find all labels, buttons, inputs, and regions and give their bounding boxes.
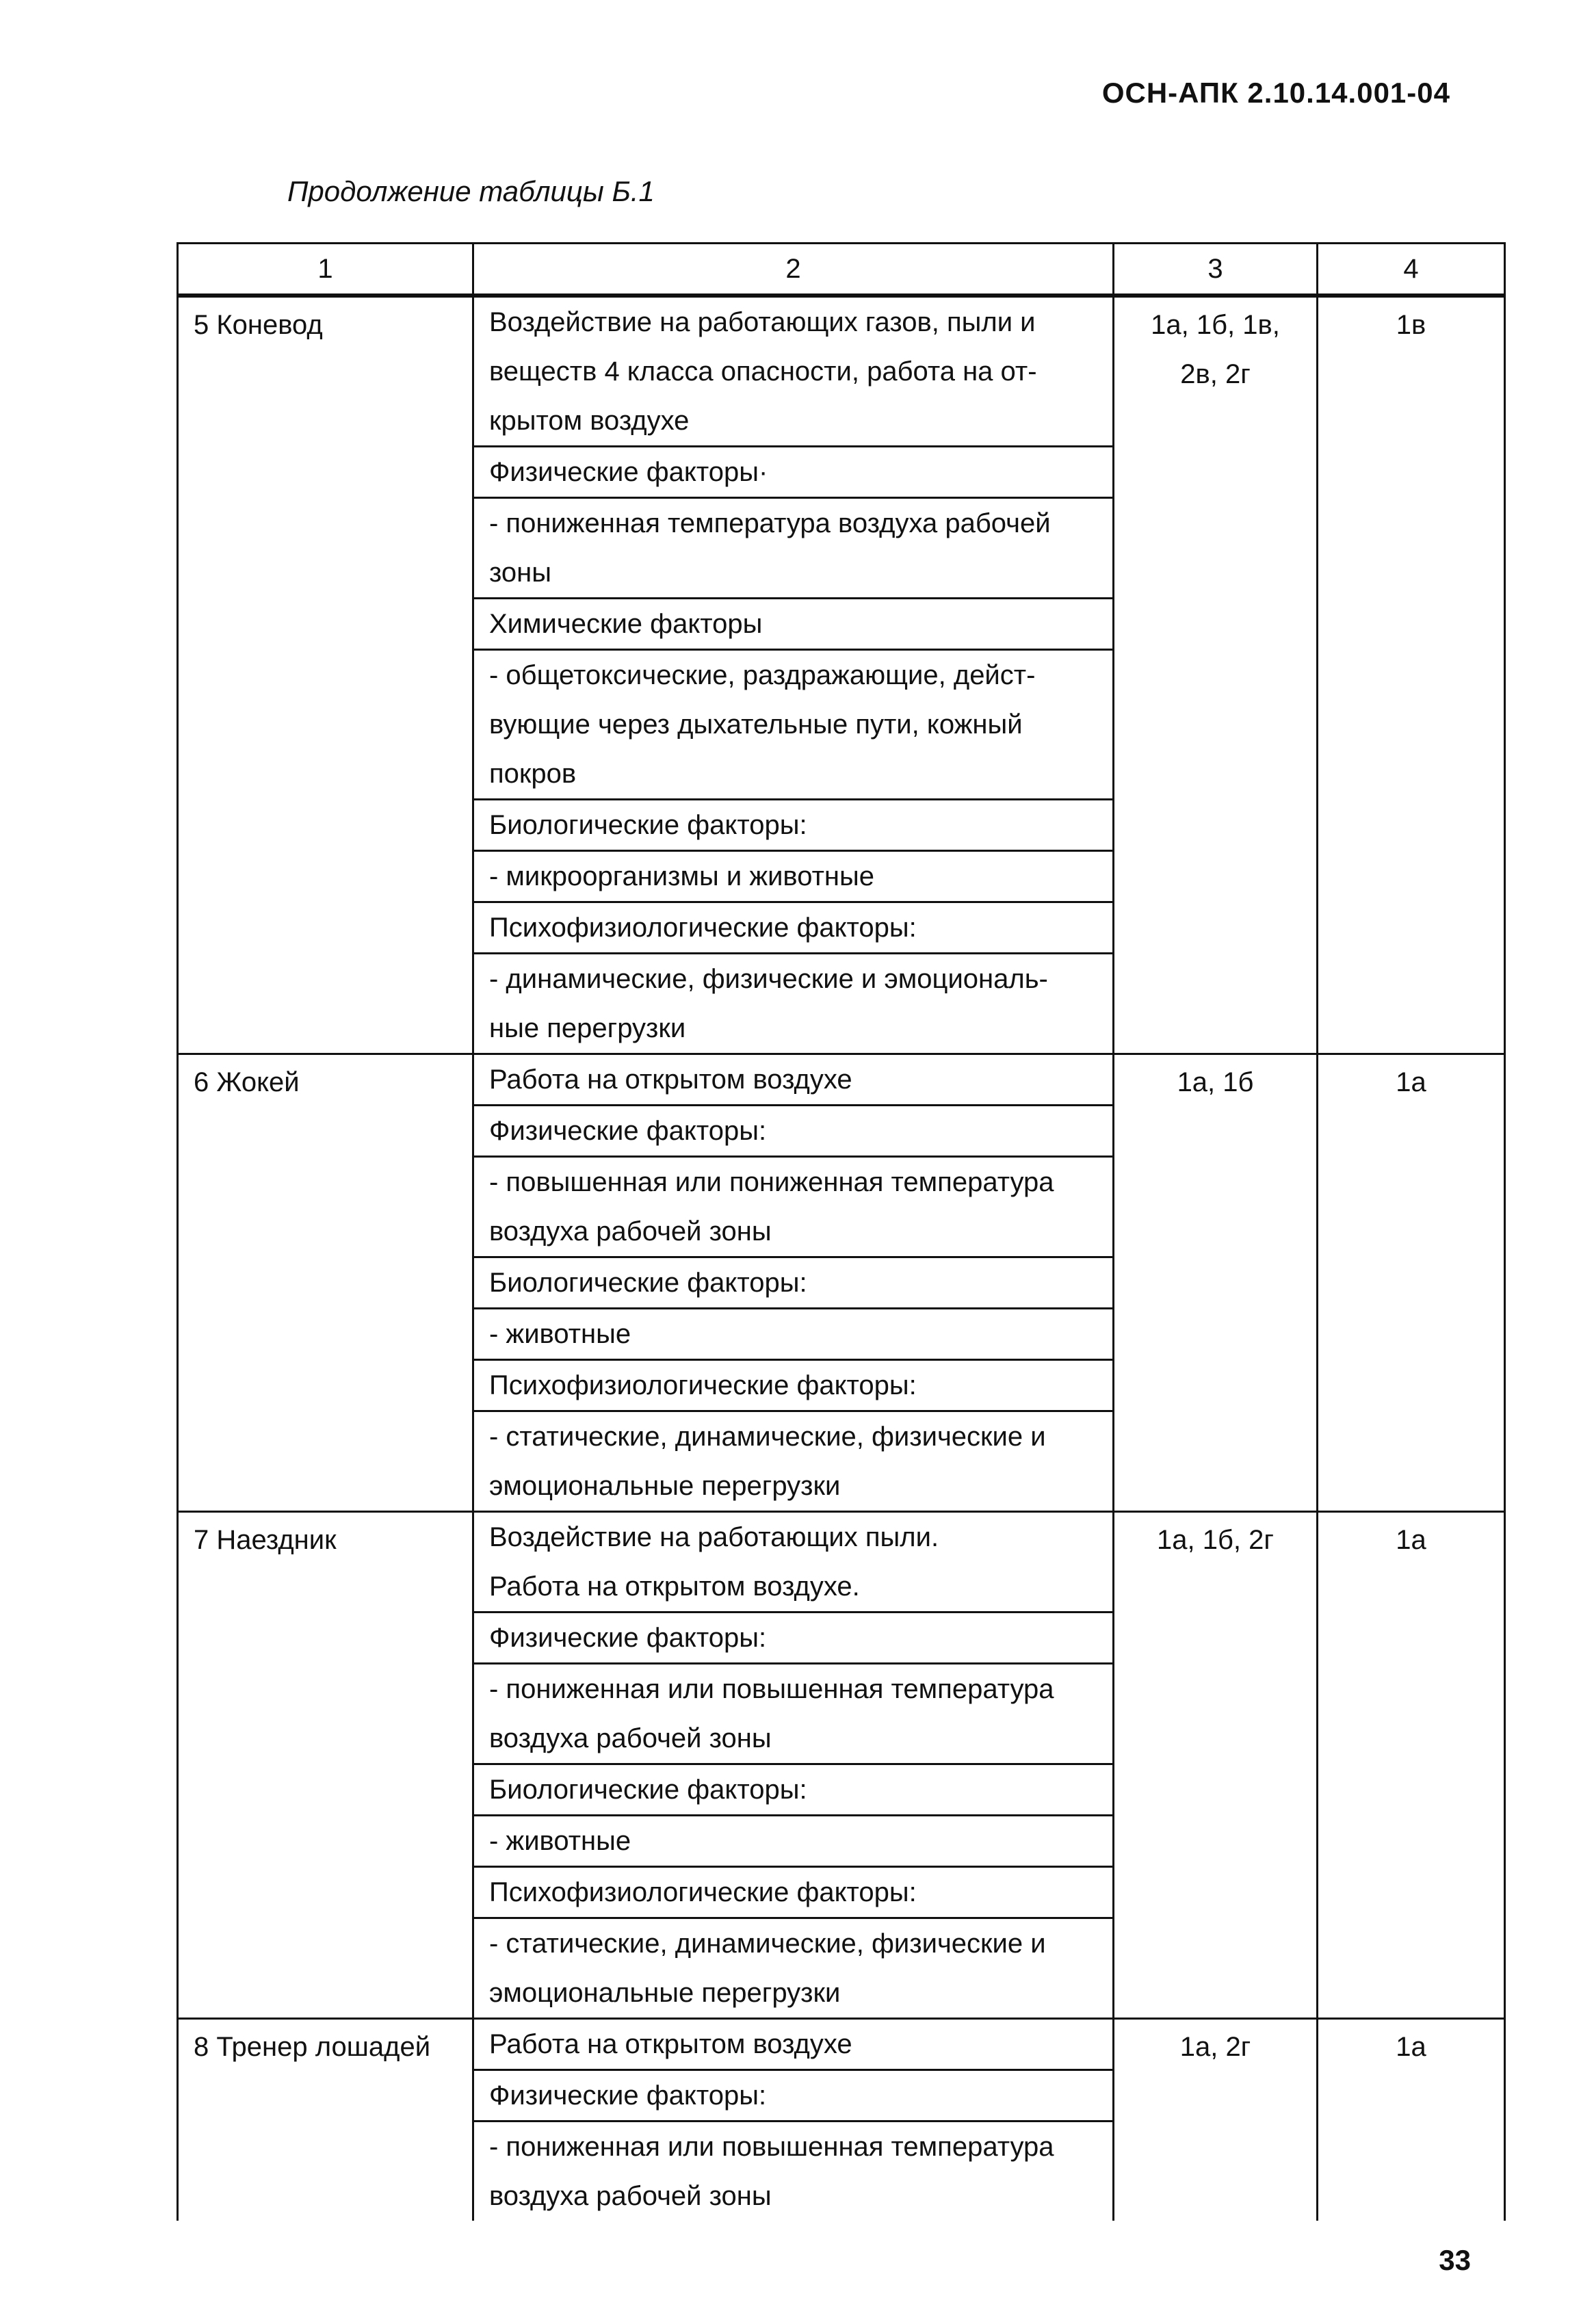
factor-line: Воздействие на работающих пыли. — [489, 1522, 939, 1552]
class-code-cell — [1318, 2019, 1505, 2221]
factor-entry — [474, 852, 1112, 903]
occupation-cell — [178, 1512, 473, 2019]
table-row — [178, 1512, 1505, 2019]
factor-entry — [474, 954, 1112, 1053]
factor-entry — [474, 800, 1112, 852]
factor-entry — [474, 651, 1112, 800]
hazard-codes-cell — [1114, 296, 1318, 1054]
occupation-name: 5 Коневод — [194, 310, 323, 340]
class-code-cell — [1318, 1512, 1505, 2019]
class-code-line: 1а — [1396, 1525, 1426, 1555]
factor-line: Психофизиологические факторы: — [489, 913, 917, 943]
factor-line: - повышенная или пониженная температура — [489, 1167, 1054, 1197]
hazard-code-line: 1а, 1б, 2г — [1157, 1525, 1274, 1555]
occupation-name: 7 Наездник — [194, 1525, 337, 1555]
column-header-1: 1 — [178, 244, 473, 296]
factor-entry — [474, 1765, 1112, 1816]
factor-line: крытом воздухе — [489, 406, 690, 436]
column-header-3: 3 — [1114, 244, 1318, 296]
factor-line: - животные — [489, 1319, 631, 1349]
column-header-2: 2 — [473, 244, 1114, 296]
factor-line: воздуха рабочей зоны — [489, 2181, 772, 2211]
factor-line: - общетоксические, раздражающие, дейст- — [489, 660, 1036, 690]
hazard-code-line: 1а, 2г — [1179, 2032, 1251, 2062]
class-code-line: 1в — [1396, 310, 1426, 340]
factor-entry — [474, 1106, 1112, 1158]
table-row — [178, 296, 1505, 1054]
factor-line: зоны — [489, 558, 551, 588]
occupation-cell — [178, 296, 473, 1054]
factor-line: Физические факторы: — [489, 2080, 767, 2111]
factor-entry — [474, 1868, 1112, 1919]
factor-line: воздуха рабочей зоны — [489, 1216, 772, 1246]
occupation-name: 8 Тренер лошадей — [194, 2032, 431, 2062]
factor-line: покров — [489, 759, 577, 789]
factor-entry — [474, 298, 1112, 447]
factor-line: веществ 4 класса опасности, работа на от- — [489, 356, 1037, 387]
factor-line: Физические факторы: — [489, 1116, 767, 1146]
factor-entry — [474, 1158, 1112, 1258]
factor-line: воздуха рабочей зоны — [489, 1723, 772, 1753]
factor-line: Биологические факторы: — [489, 1268, 807, 1298]
table-header — [178, 244, 1505, 296]
hazard-codes-cell — [1114, 2019, 1318, 2221]
factor-line: эмоциональные перегрузки — [489, 1471, 841, 1501]
factor-entry — [474, 1816, 1112, 1868]
factor-entry — [474, 2122, 1112, 2221]
factors-cell — [473, 1512, 1114, 2019]
factor-entry — [474, 1258, 1112, 1309]
factor-line: - статические, динамические, физические и — [489, 1929, 1046, 1959]
factor-line: Психофизиологические факторы: — [489, 1877, 917, 1907]
factor-line: Биологические факторы: — [489, 810, 807, 840]
factor-entry — [474, 1412, 1112, 1511]
page-number: 33 — [1439, 2244, 1471, 2276]
table-body — [178, 296, 1505, 2221]
factor-line: - динамические, физические и эмоциональ- — [489, 964, 1048, 994]
occupation-cell — [178, 2019, 473, 2221]
factor-entry — [474, 1361, 1112, 1412]
occupation-name: 6 Жокей — [194, 1067, 300, 1097]
class-code-cell — [1318, 296, 1505, 1054]
factor-entry — [474, 1055, 1112, 1106]
occupation-cell — [178, 1054, 473, 1512]
factor-line: Психофизиологические факторы: — [489, 1370, 917, 1400]
hazard-code-line: 2в, 2г — [1180, 359, 1251, 389]
factor-line: - пониженная температура воздуха рабочей — [489, 508, 1051, 538]
factor-entry — [474, 1919, 1112, 2018]
table-row — [178, 1054, 1505, 1512]
factor-line: - животные — [489, 1826, 631, 1856]
factors-cell — [473, 2019, 1114, 2221]
factor-entry — [474, 1664, 1112, 1765]
factor-entry — [474, 1513, 1112, 1613]
factor-line: Воздействие на работающих газов, пыли и — [489, 307, 1036, 337]
factors-cell — [473, 1054, 1114, 1512]
hazard-codes-cell — [1114, 1512, 1318, 2019]
factor-entry — [474, 1309, 1112, 1361]
factor-line: вующие через дыхательные пути, кожный — [489, 709, 1023, 740]
header-row — [178, 244, 1505, 296]
factor-line: Работа на открытом воздухе — [489, 2029, 852, 2059]
factor-line: Физические факторы· — [489, 457, 768, 487]
factor-entry — [474, 1613, 1112, 1664]
factor-line: - пониженная или повышенная температура — [489, 1674, 1054, 1704]
table-row — [178, 2019, 1505, 2221]
factor-entry — [474, 599, 1112, 651]
class-code-line: 1а — [1396, 2032, 1426, 2062]
hazard-code-line: 1а, 1б, 1в, — [1151, 310, 1280, 340]
hazard-table — [177, 242, 1506, 2221]
factor-line: Биологические факторы: — [489, 1775, 807, 1805]
factor-line: ные перегрузки — [489, 1013, 686, 1043]
document-code: ОСН-АПК 2.10.14.001-04 — [1101, 77, 1450, 109]
factor-entry — [474, 903, 1112, 954]
column-header-4: 4 — [1318, 244, 1505, 296]
factor-line: Физические факторы: — [489, 1623, 767, 1653]
factors-cell — [473, 296, 1114, 1054]
factor-line: - статические, динамические, физические и — [489, 1422, 1046, 1452]
factor-entry — [474, 447, 1112, 499]
factor-entry — [474, 499, 1112, 599]
factor-line: Работа на открытом воздухе. — [489, 1571, 860, 1602]
factor-line: эмоциональные перегрузки — [489, 1978, 841, 2008]
table-caption: Продолжение таблицы Б.1 — [287, 175, 655, 207]
factor-entry — [474, 2020, 1112, 2071]
factor-entry — [474, 2071, 1112, 2122]
factor-line: Химические факторы — [489, 609, 763, 639]
factor-line: - пониженная или повышенная температура — [489, 2132, 1054, 2162]
factor-line: Работа на открытом воздухе — [489, 1065, 852, 1095]
factor-line: - микроорганизмы и животные — [489, 861, 874, 891]
class-code-cell — [1318, 1054, 1505, 1512]
class-code-line: 1а — [1396, 1067, 1426, 1097]
hazard-codes-cell — [1114, 1054, 1318, 1512]
hazard-code-line: 1а, 1б — [1177, 1067, 1254, 1097]
